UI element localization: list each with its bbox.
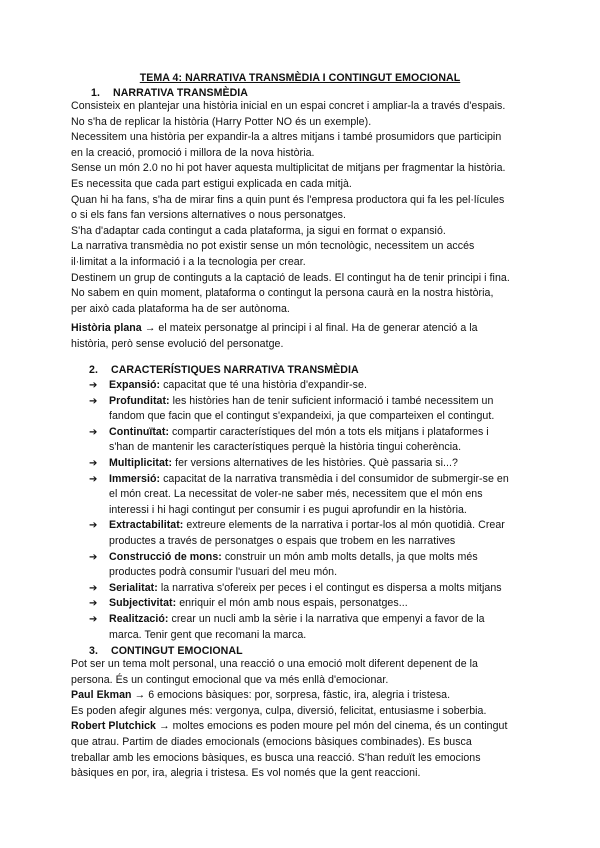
characteristic-text: crear un nucli amb la sèrie i la narrativa que empenyi a favor de la <box>168 612 485 625</box>
arrow-bullet-icon: ➔ <box>89 457 98 469</box>
characteristic-text: extreure elements de la narrativa i portar-los al món quotidià. Crear <box>183 519 505 532</box>
characteristic-term: Expansió: <box>109 379 161 391</box>
characteristic-item <box>89 472 539 519</box>
emotional-line-4: Es poden afegir algunes més: vergonya, culpa, diversió, felicitat, entusiasme i soberbia. <box>71 704 487 717</box>
characteristic-item <box>89 612 539 643</box>
section-1-line: S'ha d'adaptar cada contingut a cada plataforma, ja sigui en format o expansió. <box>71 224 446 237</box>
characteristic-item <box>89 456 539 472</box>
characteristic-text: fandom que facin que el contingut s'expandeixi, ja que comparteixen el contingut. <box>109 410 495 423</box>
arrow-bullet-icon: ➔ <box>89 598 98 610</box>
section-1-body <box>71 99 531 317</box>
characteristic-item <box>89 596 539 612</box>
characteristic-text: el món creat. La necessitat de voler-ne saber més, necessitem que el món ens <box>109 488 483 501</box>
characteristic-term: Subjectivitat: <box>109 597 177 610</box>
section-1-line: Es necessita que cada part estigui explicada en cada mitjà. <box>71 177 352 190</box>
characteristic-text: productes a través de personatges o espais que trobem en les narratives <box>109 534 456 547</box>
plutchick-name: Robert Plutchick <box>71 720 156 733</box>
section-1-line: No sabem en quin moment, plataforma o contingut la persona caurà en la nostra història, <box>71 287 494 300</box>
section-3-number: 3. <box>89 645 98 657</box>
section-2-heading <box>89 363 359 377</box>
historia-plana-paragraph <box>71 321 531 352</box>
characteristics-list <box>89 378 539 643</box>
characteristic-text: capacitat que té una història d'expandir-se. <box>160 379 367 391</box>
emotional-line-2: persona. És un contingut emocional que va més enllà d'emocionar. <box>71 673 389 686</box>
characteristic-term: Profunditat: <box>109 394 170 407</box>
characteristic-term: Continuïtat: <box>109 425 170 438</box>
characteristic-text: capacitat de la narrativa transmèdia i del consumidor de submergir-se en <box>160 472 509 485</box>
section-1-line: o si els fans fan versions alternatives o nous personatges. <box>71 209 347 222</box>
characteristic-text: construir un món amb molts detalls, ja que molts més <box>221 550 478 563</box>
characteristic-item <box>89 394 539 425</box>
arrow-bullet-icon: ➔ <box>89 582 98 594</box>
section-1-line: il·limitat a la informació i a la tecnologia per crear. <box>71 255 306 268</box>
characteristic-text: interessi i hi hagi contingut per consumir i es pugui aprofundir en la història. <box>109 503 467 516</box>
characteristic-text: marca. Tenir gent que recomani la marca. <box>109 628 307 641</box>
characteristic-term: Immersió: <box>109 472 161 485</box>
characteristic-item <box>89 425 539 456</box>
section-1-line: No s'ha de replicar la història (Harry Potter NO és un exemple). <box>71 115 372 128</box>
section-1-line: Sense un món 2.0 no hi pot haver aquesta multiplicitat de mitjans per fragmentar la història. <box>71 162 506 175</box>
section-1-line: Necessitem una història per expandir-la a altres mitjans i també prosumidors que participin <box>71 131 502 144</box>
characteristic-text: s'han de mantenir les característiques perquè la història tingui coherència. <box>109 441 462 454</box>
ekman-text: → 6 emocions bàsiques: por, sorpresa, fàstic, ira, alegria i tristesa. <box>131 689 451 702</box>
section-1-line: La narrativa transmèdia no pot existir sense un món tecnològic, necessitem un accés <box>71 240 475 253</box>
section-2-title: CARACTERÍSTIQUES NARRATIVA TRANSMÈDIA <box>111 364 359 376</box>
emotional-line-7: treballar amb les emocions bàsiques, es busca una reacció. S'han reduït les emocions <box>71 751 481 764</box>
characteristic-text: productes podrà consumir l'usuari del meu món. <box>109 566 338 579</box>
characteristic-text: les històries han de tenir suficient informació i també necessitem un <box>169 394 494 407</box>
section-3-heading <box>89 644 243 658</box>
characteristic-item <box>89 581 539 597</box>
arrow-bullet-icon: ➔ <box>89 613 98 625</box>
characteristic-text: compartir característiques del món a tots els mitjans i plataformes i <box>169 425 489 438</box>
arrow-bullet-icon: ➔ <box>89 520 98 532</box>
section-2-number: 2. <box>89 364 98 376</box>
emotional-line-1: Pot ser un tema molt personal, una reacció o una emoció molt diferent depenent de la <box>71 658 478 670</box>
section-1-line: Consisteix en plantejar una història inicial en un espai concret i ampliar-la a través d'espais. <box>71 100 506 112</box>
characteristic-item <box>89 550 539 581</box>
arrow-bullet-icon: ➔ <box>89 380 98 391</box>
characteristic-text: enriquir el món amb nous espais, personatges... <box>176 597 408 610</box>
plutchick-text: → moltes emocions es poden moure pel món del cinema, és un contingut <box>155 720 508 733</box>
section-3-title: CONTINGUT EMOCIONAL <box>111 645 243 657</box>
document-title: TEMA 4: NARRATIVA TRANSMÈDIA I CONTINGUT EMOCIONAL <box>139 72 461 84</box>
section-1-line: Destinem un grup de continguts a la captació de leads. El contingut ha de tenir principi i fina. <box>71 271 510 284</box>
historia-plana-term: Història plana <box>71 322 142 334</box>
arrow-icon: → <box>144 322 156 334</box>
arrow-bullet-icon: ➔ <box>89 395 98 407</box>
section-1-heading <box>91 86 248 100</box>
section-1-line: Quan hi ha fans, s'ha de mirar fins a quin punt és l'empresa productora qui fa les pel·lícules <box>71 193 505 206</box>
arrow-bullet-icon: ➔ <box>89 473 98 485</box>
historia-plana-text-2: història, però sense evolució del personatge. <box>71 337 284 350</box>
arrow-bullet-icon: ➔ <box>89 551 98 563</box>
characteristic-term: Realització: <box>109 612 169 625</box>
emotional-line-6: que atrau. Partim de diades emocionals (emocions bàsiques combinades). Es busca <box>71 735 472 748</box>
section-3-body <box>71 657 531 782</box>
historia-plana-text: el mateix personatge al principi i al final. Ha de generar atenció a la <box>155 322 478 334</box>
characteristic-term: Extractabilitat: <box>109 519 184 532</box>
characteristic-term: Construcció de mons: <box>109 550 222 563</box>
characteristic-term: Serialitat: <box>109 581 158 594</box>
arrow-bullet-icon: ➔ <box>89 426 98 438</box>
section-1-line: en la creació, promoció i millora de la nova història. <box>71 146 315 159</box>
characteristic-item <box>89 518 539 549</box>
section-1-number: 1. <box>91 87 100 99</box>
characteristic-term: Multiplicitat: <box>109 456 173 469</box>
characteristic-text: fer versions alternatives de les històries. Què passaria si...? <box>172 456 458 469</box>
characteristic-item <box>89 378 539 394</box>
characteristic-text: la narrativa s'ofereix per peces i el contingut es dispersa a molts mitjans <box>157 581 502 594</box>
section-1-line: per això cada plataforma ha de ser autònoma. <box>71 302 290 315</box>
emotional-line-8: bàsiques en por, ira, alegria i tristesa. Es vol només que la gent reaccioni. <box>71 767 421 780</box>
ekman-name: Paul Ekman <box>71 689 132 702</box>
section-1-title: NARRATIVA TRANSMÈDIA <box>113 87 248 99</box>
